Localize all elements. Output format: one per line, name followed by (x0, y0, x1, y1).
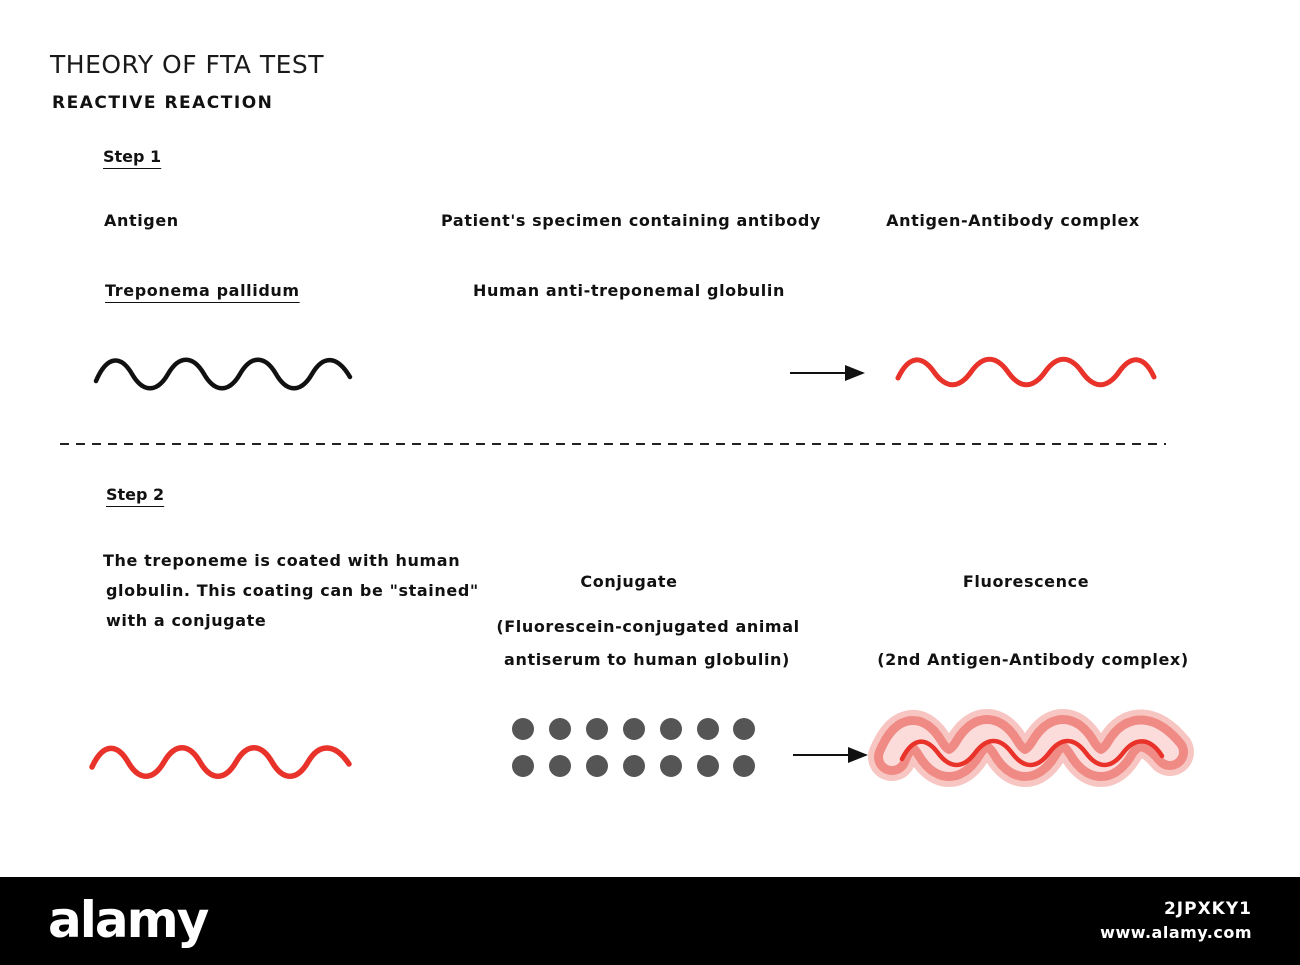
description-line: The treponeme is coated with human (103, 551, 461, 570)
step1-heading: Step 1 (103, 147, 162, 166)
site-url: www.alamy.com (1100, 923, 1252, 942)
conjugate-dot (733, 755, 755, 777)
conjugate-dot (660, 718, 682, 740)
conjugate-dot (549, 755, 571, 777)
fluorescence-desc: (2nd Antigen-Antibody complex) (877, 650, 1189, 669)
fluorescence-label: Fluorescence (962, 572, 1090, 591)
conjugate-dot (660, 755, 682, 777)
conjugate-dot (586, 718, 608, 740)
conjugate-dots (512, 718, 755, 777)
description-line: globulin. This coating can be "stained" (106, 581, 479, 600)
complex-wave (898, 359, 1154, 385)
conjugate-dot (586, 755, 608, 777)
specimen-label: Patient's specimen containing antibody (441, 211, 821, 230)
conjugate-dot (512, 718, 534, 740)
page-title: THEORY OF FTA TEST (50, 50, 325, 79)
step2-heading: Step 2 (106, 485, 165, 504)
conjugate-dot (549, 718, 571, 740)
antigen-name: Treponema pallidum (105, 281, 300, 300)
conjugate-dot (697, 718, 719, 740)
image-id: 2JPXKY1 (1163, 899, 1252, 919)
conjugate-dot (697, 755, 719, 777)
coated-wave (92, 748, 349, 777)
conjugate-dot (733, 718, 755, 740)
watermark-footer (0, 877, 1300, 965)
conjugate-desc-2: antiserum to human globulin) (504, 650, 790, 669)
specimen-name: Human anti-treponemal globulin (473, 281, 785, 300)
conjugate-dot (512, 755, 534, 777)
conjugate-dot (623, 718, 645, 740)
conjugate-dot (623, 755, 645, 777)
antigen-label: Antigen (104, 211, 179, 230)
conjugate-label: Conjugate (580, 572, 678, 591)
antigen-wave (96, 360, 350, 389)
complex-label: Antigen-Antibody complex (886, 211, 1140, 230)
description-line: with a conjugate (106, 611, 267, 630)
conjugate-desc-1: (Fluorescein-conjugated animal (496, 617, 800, 636)
page-subtitle: REACTIVE REACTION (52, 93, 274, 113)
alamy-logo: alamy (48, 891, 208, 949)
